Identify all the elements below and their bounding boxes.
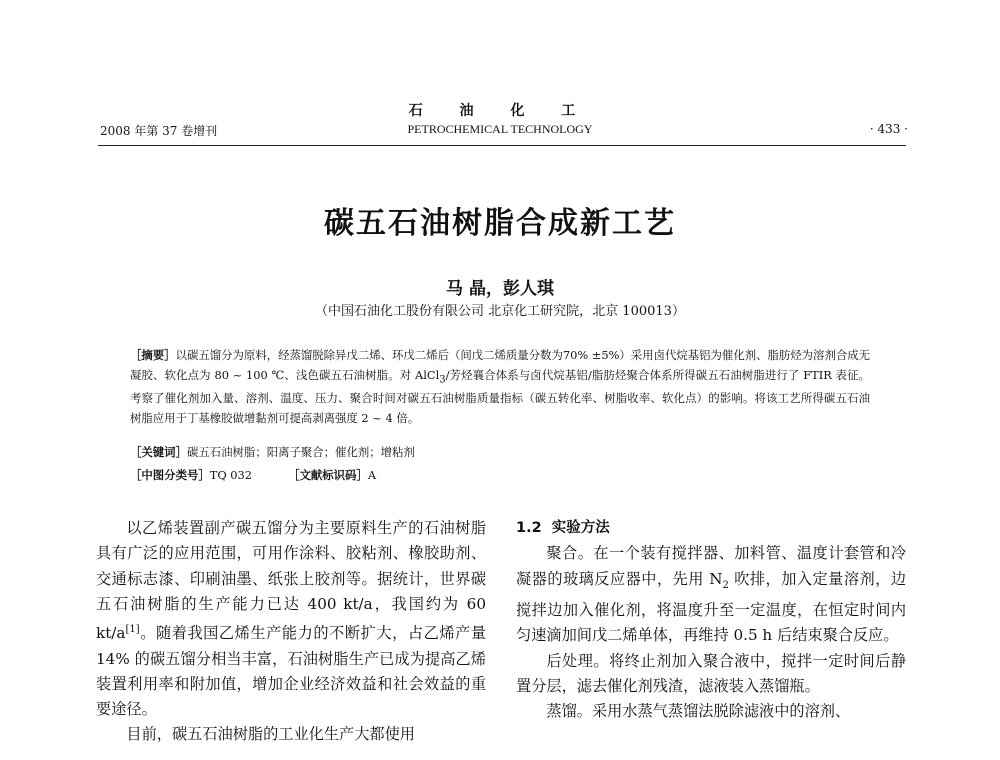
- right-column: [516, 516, 906, 724]
- keywords-label: ［关键词］: [130, 445, 187, 459]
- class-label: ［中图分类号］: [130, 468, 210, 482]
- abstract: [130, 346, 870, 429]
- paragraph-text: 以乙烯装置副产碳五馏分为主要原料生产的石油树脂具有广泛的应用范围，可用作涂料、胶粘剂、橡胶助剂、交通标志漆、印刷油墨、纸张上胶剂等。据统计，世界碳五石油树脂的生产能力已达 400 kt/a，我国约为 60 kt/a: [96, 519, 486, 643]
- page-number: · 433 ·: [869, 122, 908, 136]
- author-affiliation: （中国石油化工股份有限公司 北京化工研究院，北京 100013）: [315, 304, 685, 319]
- article-authors: 马 晶，彭人琪: [446, 279, 554, 299]
- paragraph-text: 。随着我国乙烯生产能力的不断扩大，占乙烯产量 14% 的碳五馏分相当丰富，石油树脂生产已成为提高乙烯装置利用率和附加值，增加企业经济效益和社会效益的重要途径。: [96, 624, 486, 719]
- header-rule: [98, 145, 906, 146]
- journal-name-en: PETROCHEMICAL TECHNOLOGY: [407, 122, 593, 136]
- abstract-text-a: 以碳五馏分为原料，经蒸馏脱除异戊二烯、环戊二烯后（间戊二烯质量分数为70% ±5%）采用卤代烷基铝为催化剂、脂肪烃为溶剂合成无凝胶、软化点为 80 ~ 100 ℃、浅色碳五石油树脂。对 AlCl: [130, 348, 871, 382]
- classification: [130, 467, 376, 483]
- paragraph: [96, 516, 486, 722]
- doc-code-value: A: [367, 468, 377, 482]
- left-column: [96, 516, 486, 748]
- paragraph: 目前，碳五石油树脂的工业化生产大都使用: [126, 725, 415, 744]
- article-title: 碳五石油树脂合成新工艺: [324, 206, 676, 241]
- class-value: TQ 032: [209, 468, 253, 482]
- paragraph-text: 聚合。在一个装有搅拌器、加料管、温度计套管和冷凝器的玻璃反应器中，先用 N: [516, 544, 906, 588]
- paragraph: 后处理。将终止剂加入聚合液中，搅拌一定时间后静置分层，滤去催化剂残渣，滤液装入蒸馏瓶。: [516, 651, 906, 695]
- paragraph: 蒸馏。采用水蒸气蒸馏法脱除滤液中的溶剂、: [546, 702, 851, 721]
- doc-code-label: ［文献标识码］: [288, 468, 368, 482]
- abstract-label: ［摘要］: [130, 348, 176, 362]
- abstract-text-b: /芳烃襄合体系与卤代烷基铝/脂肪烃聚合体系所得碳五石油树脂进行了 FTIR 表征。考察了催化剂加入量、溶剂、温度、压力、聚合时间对碳五石油树脂质量指标（碳五转化率、树脂收率、软化点）的影响。将该工艺所得碳五石油树脂应用于丁基橡胶做增黏剂可提高剥离强度 2 ~ 4 倍。: [130, 367, 871, 426]
- issue-info: 2008 年第 37 卷增刊: [100, 124, 218, 138]
- abstract-subscript: 3: [439, 373, 446, 385]
- section-number: 1.2: [516, 520, 542, 536]
- section-title: 实验方法: [551, 520, 610, 536]
- subscript: 2: [722, 579, 729, 591]
- citation: [1]: [125, 624, 140, 636]
- keywords: [130, 444, 415, 460]
- paragraph: [516, 541, 906, 648]
- journal-name-cn: 石 油 化 工: [408, 103, 592, 119]
- keywords-text: 碳五石油树脂；阳离子聚合；催化剂；增粘剂: [186, 445, 415, 459]
- paragraph-text: 吹排，加入定量溶剂，边搅拌边加入催化剂，将温度升至一定温度，在恒定时间内匀速滴加间戊二烯单体，再维持 0.5 h 后结束聚合反应。: [516, 569, 907, 645]
- section-heading: [516, 516, 906, 541]
